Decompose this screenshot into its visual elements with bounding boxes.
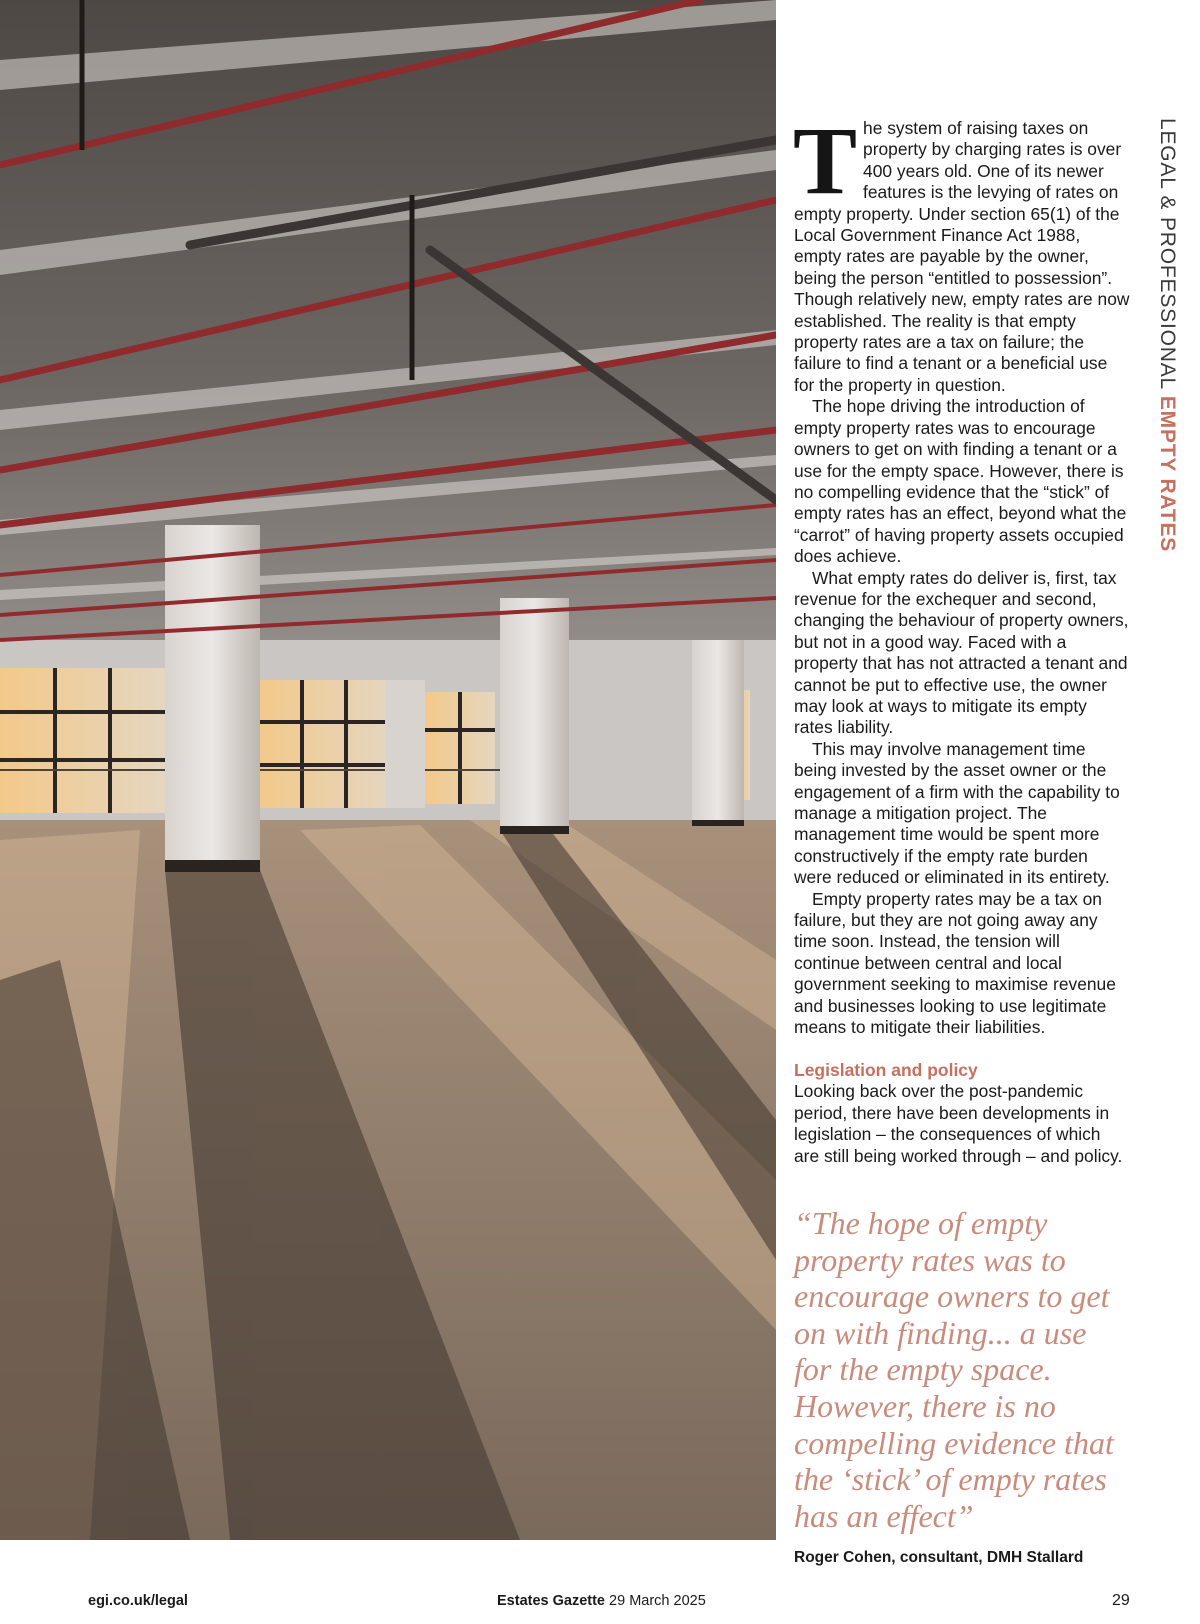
article-paragraph: The hope driving the introduction of empty property rates was to encourage owners to get on with finding a tenant or a use for the empty space. However, there is no compelling evidence that the “stick” of empty rates has an effect, beyond what the “carrot” of having property assets occupied does achieve. [794, 396, 1127, 567]
page-number: 29 [1112, 1592, 1130, 1609]
article-paragraph: This may involve management time being invested by the asset owner or the engagement of a firm with the capability to manage a mitigation project. The management time would be spent more constructively if the empty rate burden were reduced or eliminated in its entirety. [794, 738, 1120, 888]
pull-quote: “The hope of empty property rates was to encourage owners to get on with finding... a use for the empty space. However, there is no compelling evidence that the ‘stick’ of empty rates has an effect” [794, 1205, 1114, 1534]
footer-url: egi.co.uk/legal [88, 1593, 188, 1609]
article-paragraph: Empty property rates may be a tax on failure, but they are not going away any time soon. Instead, the tension will continue between central and local government seeking to maximise revenue and businesses looking to use legitimate means to mitigate their liabilities. [794, 888, 1116, 1038]
footer-publication [497, 1592, 706, 1610]
drop-cap: T [793, 107, 858, 214]
article-paragraph: What empty rates do deliver is, first, tax revenue for the exchequer and second, changing the behaviour of property owners, but not in a good way. Faced with a property that has not attracted a tenant and cannot be put to effective use, the owner may look at ways to mitigate its empty rates liability. [794, 567, 1129, 738]
article-body [793, 107, 1130, 1567]
article-paragraph: Looking back over the post-pandemic period, there have been developments in legislation – the consequences of which are still being worked through – and policy. [794, 1081, 1123, 1166]
article-subheading: Legislation and policy [794, 1060, 978, 1081]
section-topic: EMPTY RATES [1156, 395, 1179, 553]
issue-date: 29 March 2025 [609, 1593, 706, 1609]
paragraph-text: he system of raising taxes on property by charging rates is over 400 years old. One of its newer features is the levying of rates on empty property. Under section 65(1) of the Local Government Finance Act 1988, empty rates are payable by the owner, being the person “entitled to possession”. Though relatively new, empty rates are now established. The reality is that empty property rates are a tax on failure; the failure to find a tenant or a beneficial use for the property in question. [794, 118, 1130, 395]
section-label [1155, 118, 1179, 552]
publication-name: Estates Gazette [497, 1593, 605, 1609]
quote-attribution: Roger Cohen, consultant, DMH Stallard [794, 1549, 1084, 1567]
article-paragraph [793, 107, 1130, 396]
section-category: LEGAL & PROFESSIONAL [1156, 118, 1179, 390]
